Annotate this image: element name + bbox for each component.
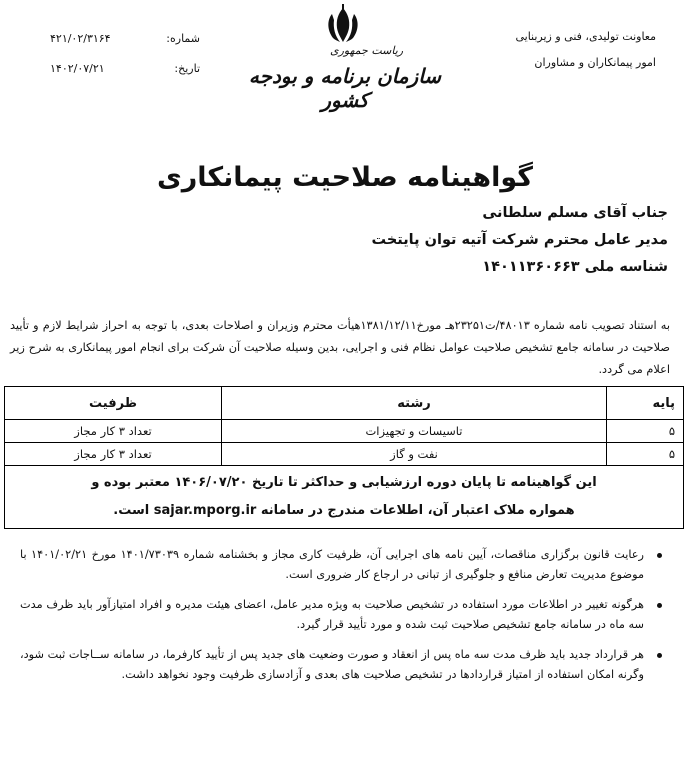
- organization-name: سازمان برنامه و بودجه کشور: [248, 64, 442, 112]
- addressee-position: مدیر عامل محترم شرکت آتیه توان پایتخت: [371, 232, 668, 248]
- iran-emblem-icon: [318, 4, 368, 46]
- date-value: ۱۴۰۲/۰۷/۲۱: [50, 62, 105, 75]
- qualification-table: [4, 386, 684, 529]
- department-line-2: امور پیمانکاران و مشاوران: [534, 56, 656, 69]
- table-row: [5, 443, 684, 466]
- validity-notice: [5, 466, 684, 529]
- validity-notice-line-2: همواره ملاک اعتبار آن، اطلاعات مندرج در سامانه sajar.mporg.ir است.: [113, 503, 575, 518]
- number-label: شماره:: [166, 32, 200, 45]
- addressee-national-id: شناسه ملی ۱۴۰۱۱۳۶۰۶۶۳: [482, 259, 668, 275]
- row-base: ۵: [607, 420, 684, 443]
- list-item-text: هر قرارداد جدید باید ظرف مدت سه ماه پس از انعقاد و صورت وضعیت های جدید پس از تأیید کارفرما، در سامانه ســاجات ثبت شود، وگرنه امکان استفاده از امتیاز قراردادها در تشخیص صلاحیت های بعدی و آزادسازی ظرفیت وجود نخواهد داشت.: [20, 648, 644, 681]
- row-field: نفت و گاز: [222, 443, 607, 466]
- letter-number-row: [50, 24, 200, 54]
- table-row: [5, 420, 684, 443]
- letter-meta: [50, 24, 200, 84]
- row-base: ۵: [607, 443, 684, 466]
- conditions-list: [20, 545, 670, 695]
- bullet-icon: [657, 553, 662, 558]
- list-item-text: هرگونه تغییر در اطلاعات مورد استفاده در تشخیص صلاحیت به ویژه مدیر عامل، اعضای هیئت مدیره و افراد امتیازآور باید ظرف مدت سه ماه در سامانه جامع تشخیص صلاحیت ثبت شده و مورد تأیید قرار گیرد.: [20, 598, 644, 631]
- validity-notice-line-1: این گواهینامه تا پایان دوره ارزشیابی و حداکثر تا تاریخ ۱۴۰۶/۰۷/۲۰ معتبر بوده و: [91, 475, 597, 490]
- page-title: گواهینامه صلاحیت پیمانکاری: [157, 162, 533, 193]
- bullet-icon: [657, 653, 662, 658]
- addressee-name: جناب آقای مسلم سلطانی: [482, 205, 668, 221]
- list-item: [20, 595, 670, 635]
- row-capacity: تعداد ۳ کار مجاز: [5, 443, 222, 466]
- date-label: تاریخ:: [174, 62, 200, 75]
- header-field: رشته: [222, 387, 607, 420]
- department-line-1: معاونت تولیدی، فنی و زیربنایی: [515, 30, 656, 43]
- row-capacity: تعداد ۳ کار مجاز: [5, 420, 222, 443]
- department-block: [456, 24, 656, 76]
- bullet-icon: [657, 603, 662, 608]
- presidency-label: ریاست جمهوری: [330, 44, 404, 57]
- list-item: [20, 545, 670, 585]
- list-item: [20, 645, 670, 685]
- header-base: پایه: [607, 387, 684, 420]
- list-item-text: رعایت قانون برگزاری مناقصات، آیین نامه های اجرایی آن، ظرفیت کاری مجاز و بخشنامه شماره ۱۴۰۱/۷۳۰۳۹ مورخ ۱۴۰۱/۰۲/۲۱ با موضوع مدیریت تعارض منافع و جلوگیری از تبانی در ارجاع کار ضروری است.: [20, 548, 644, 581]
- table-header-row: [5, 387, 684, 420]
- validity-notice-row: [5, 466, 684, 529]
- intro-paragraph: به استناد تصویب نامه شماره ۴۸۰۱۳/ت۲۳۲۵۱هـ مورخ۱۳۸۱/۱۲/۱۱هیأت محترم وزیران و اصلاحات بعدی، با توجه به احراز شرایط لازم و تأیید صلاحیت در سامانه جامع تشخیص صلاحیت عوامل نظام فنی و اجرایی، بدین وسیله صلاحیت آن شرکت برای انجام امور پیمانکاری به شرح زیر اعلام می گردد.: [10, 319, 670, 376]
- letter-date-row: [50, 54, 200, 84]
- header-capacity: ظرفیت: [5, 387, 222, 420]
- number-value: ۴۲۱/۰۲/۳۱۶۴: [50, 32, 111, 45]
- row-field: تاسیسات و تجهیزات: [222, 420, 607, 443]
